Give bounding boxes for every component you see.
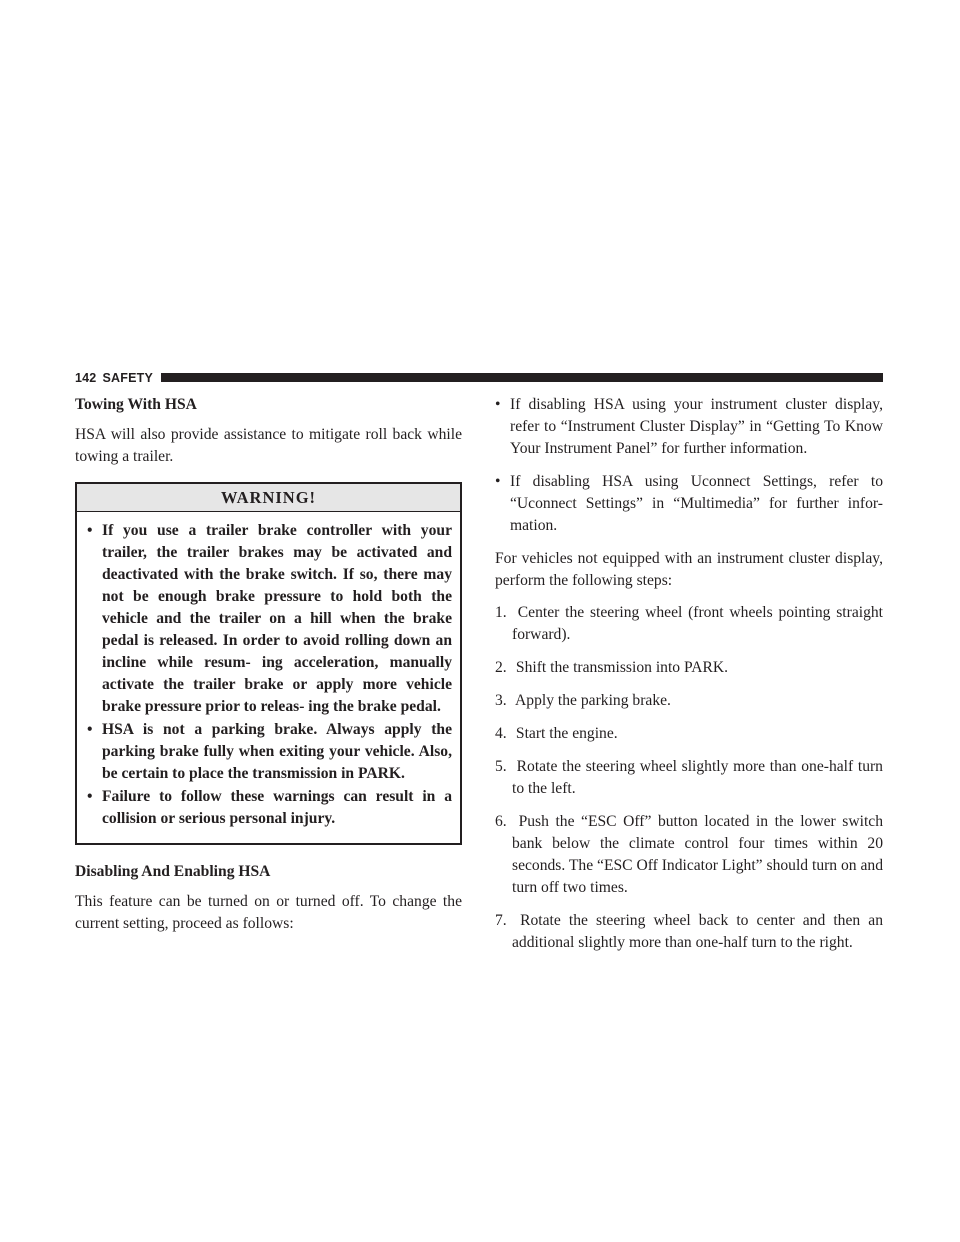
step-item [495, 602, 883, 646]
warning-title: WARNING! [77, 484, 460, 512]
step-text: Start the engine. [515, 725, 618, 742]
warning-item-text: HSA is not a parking brake. Always apply the parking brake fully when exiting your vehicle. Also, be certain to place the transmission in PARK. [102, 721, 452, 782]
steps-intro-paragraph: For vehicles not equipped with an instrument cluster display, perform the following steps: [495, 550, 883, 589]
bullet-icon: • [495, 396, 501, 413]
step-text: Rotate the steering wheel slightly more than one-half turn to the left. [512, 758, 883, 797]
step-number: 6. [495, 813, 507, 830]
step-item [495, 811, 883, 899]
warning-item-text: Failure to follow these warnings can result in a collision or serious personal injury. [102, 788, 452, 827]
disabling-paragraph: This feature can be turned on or turned off. To change the current setting, proceed as follows: [75, 893, 462, 932]
step-item [495, 756, 883, 800]
step-item [495, 910, 883, 954]
bullet-icon: • [87, 788, 93, 805]
warning-box [75, 482, 462, 845]
heading-disabling-enabling-hsa: Disabling And Enabling HSA [75, 863, 271, 880]
step-text: Center the steering wheel (front wheels pointing straight forward). [512, 604, 883, 643]
step-text: Rotate the steering wheel back to center and then an additional slightly more than one-half turn to the right. [512, 912, 883, 951]
list-item-text: If disabling HSA using Uconnect Settings, refer to “Uconnect Settings” in “Multimedia” for further infor- mation. [510, 473, 883, 534]
step-text: Push the “ESC Off” button located in the lower switch bank below the climate control four times within 20 seconds. The “ESC Off Indicator Light” should turn on and turn off two times. [512, 813, 884, 896]
step-item [495, 723, 883, 745]
list-item [495, 394, 883, 460]
steps-list [495, 602, 883, 954]
right-column [495, 394, 883, 965]
heading-towing-with-hsa: Towing With HSA [75, 396, 197, 413]
disable-options-list [495, 394, 883, 537]
step-number: 4. [495, 725, 507, 742]
step-item [495, 690, 883, 712]
bullet-icon: • [87, 522, 93, 539]
warning-item [87, 786, 452, 830]
bullet-icon: • [87, 721, 93, 738]
warning-item [87, 719, 452, 785]
step-item [495, 657, 883, 679]
step-number: 7. [495, 912, 507, 929]
warning-item [87, 520, 452, 718]
page-header [75, 369, 883, 386]
list-item [495, 471, 883, 537]
warning-list [77, 520, 460, 830]
towing-paragraph: HSA will also provide assistance to mitigate roll back while towing a trailer. [75, 426, 462, 465]
step-number: 3. [495, 692, 507, 709]
step-number: 5. [495, 758, 507, 775]
warning-item-text: If you use a trailer brake controller with your trailer, the trailer brakes may be activated and deactivated with the brake switch. If so, there may not be enough brake pressure to hold both the vehicle and the trailer on a hill when the brake pedal is released. In order to avoid rolling down an incline while resum- ing acceleration, manually activate the trailer brake or apply more vehicle brake pressure prior to releas- ing the brake pedal. [102, 522, 452, 715]
left-column [75, 394, 462, 945]
step-text: Apply the parking brake. [515, 692, 671, 709]
header-rule [161, 373, 883, 382]
step-text: Shift the transmission into PARK. [515, 659, 729, 676]
step-number: 1. [495, 604, 507, 621]
bullet-icon: • [495, 473, 501, 490]
list-item-text: If disabling HSA using your instrument cluster display, refer to “Instrument Cluster Display” in “Getting To Know Your Instrument Panel” for further information. [510, 396, 883, 457]
section-title: SAFETY [102, 370, 153, 385]
page-number: 142 [75, 370, 97, 385]
step-number: 2. [495, 659, 507, 676]
